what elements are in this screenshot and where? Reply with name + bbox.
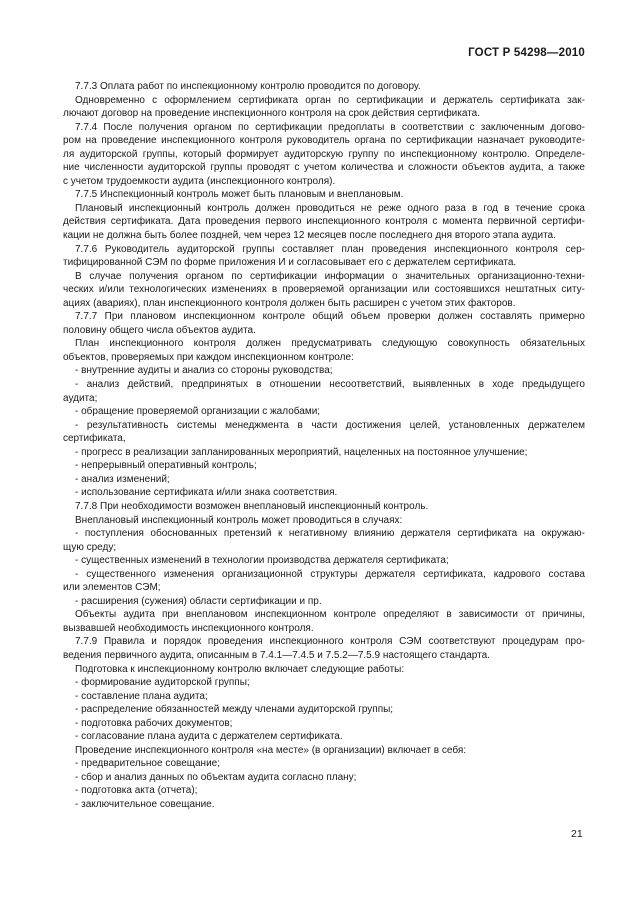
text-line: ля аудиторской группы, который формирует аудиторскую группу по инспекционному контролю. Определе-: [63, 148, 585, 160]
text-line: 7.7.6 Руководитель аудиторской группы составляет план проведения инспекционного контроля сер-: [75, 243, 585, 255]
text-line: ческих и/или технологических изменениях в проверяемой организации или состоявшихся нештатных ситу-: [63, 284, 585, 296]
text-line: Подготовка к инспекционному контролю включает следующие работы:: [75, 663, 405, 675]
text-line: или элементов СЭМ;: [63, 582, 161, 594]
text-line: - расширения (сужения) области сертификации и пр.: [75, 595, 322, 607]
text-line: Одновременно с оформлением сертификата орган по сертификации и держатель сертификата зак-: [75, 94, 585, 106]
standard-header: ГОСТ Р 54298—2010: [468, 47, 585, 59]
text-line: Плановый инспекционный контроль должен проводиться не реже одного раза в год в течение срока: [75, 202, 585, 214]
text-line: 7.7.5 Инспекционный контроль может быть плановым и внеплановым.: [75, 189, 404, 201]
text-line: 7.7.4 После получения органом по сертификации предоплаты в соответствии с заключенным догово-: [75, 121, 585, 133]
document-body: [63, 80, 585, 812]
text-line: лючают договор на проведение инспекционного контроля на срок действия сертификата.: [63, 108, 481, 120]
text-line: - прогресс в реализации запланированных мероприятий, нацеленных на постоянное улучшение;: [75, 446, 528, 458]
text-line: сертификата,: [63, 433, 126, 445]
text-line: - непрерывный оперативный контроль;: [75, 460, 257, 472]
text-line: ром на проведение инспекционного контроля руководитель органа по сертификации назначает руководите-: [63, 135, 585, 147]
text-line: действия сертификата. Дата проведения первого инспекционного контроля с момента первичной сертифи-: [63, 216, 585, 228]
text-line: кации не должна быть более поздней, чем через 12 месяцев после последнего дня второго этапа аудита.: [63, 230, 556, 242]
text-line: - существенных изменений в технологии производства держателя сертификата;: [75, 555, 449, 567]
text-line: - использование сертификата и/или знака соответствия.: [75, 487, 338, 499]
text-line: План инспекционного контроля должен предусматривать следующую совокупность обязательных: [75, 338, 585, 350]
text-line: 7.7.7 При плановом инспекционном контроле общий объем проверки должен составлять примерно: [75, 311, 585, 323]
text-line: - согласование плана аудита с держателем сертификата.: [75, 731, 343, 743]
text-line: - распределение обязанностей между членами аудиторской группы;: [75, 704, 394, 716]
text-line: объектов, проверяемых при каждом инспекционном контроле:: [63, 351, 354, 363]
text-line: аудита;: [63, 392, 98, 404]
text-line: тифицированной СЭМ по форме приложения И и согласовывает его с держателем сертификата.: [63, 257, 517, 269]
text-line: В случае получения органом по сертификации информации о значительных организационно-техни-: [75, 270, 585, 282]
text-line: ациях (авариях), план инспекционного контроля должен быть расширен с учетом этих факторов.: [63, 297, 516, 309]
text-line: половину общего числа объектов аудита.: [63, 324, 256, 336]
text-line: Объекты аудита при внеплановом инспекционном контроле определяют в зависимости от причины,: [75, 609, 585, 621]
text-line: ние численности аудиторской группы проводят с учетом количества и сложности объектов аудита, а также: [63, 162, 585, 174]
text-line: 7.7.3 Оплата работ по инспекционному контролю проводится по договору.: [75, 81, 421, 92]
text-line: - подготовка рабочих документов;: [75, 717, 233, 729]
text-line: - заключительное совещание.: [75, 798, 215, 810]
text-line: - анализ изменений;: [75, 473, 170, 485]
text-line: Внеплановый инспекционный контроль может проводиться в случаях:: [75, 514, 403, 526]
text-line: - обращение проверяемой организации с жалобами;: [75, 406, 321, 418]
text-line: - внутренние аудиты и анализ со стороны руководства;: [75, 365, 333, 377]
text-line: - формирование аудиторской группы;: [75, 677, 250, 689]
page-number: 21: [571, 828, 583, 840]
text-line: вызвавшей необходимость инспекционного контроля.: [63, 622, 314, 634]
text-line: - анализ действий, предпринятых в отношении несоответствий, выявленных в ходе предыдущего: [75, 379, 585, 391]
text-line: - поступления обоснованных претензий к негативному влиянию держателя сертификата на окружаю-: [75, 528, 585, 540]
text-line: щую среду;: [63, 541, 117, 553]
text-line: 7.7.9 Правила и порядок проведения инспекционного контроля СЭМ соответствуют процедурам про-: [75, 636, 585, 648]
text-line: - составление плана аудита;: [75, 690, 208, 702]
text-line: - подготовка акта (отчета);: [75, 785, 198, 797]
text-line: - предварительное совещание;: [75, 758, 221, 770]
text-line: - существенного изменения организационной структуры держателя сертификата, кадрового состава: [75, 568, 585, 580]
text-line: Проведение инспекционного контроля «на месте» (в организации) включает в себя:: [75, 744, 467, 756]
text-line: с учетом трудоемкости аудита (инспекционного контроля).: [63, 175, 336, 187]
text-line: 7.7.8 При необходимости возможен внеплановый инспекционный контроль.: [75, 500, 429, 512]
text-line: ведения первичного аудита, описанным в 7.4.1—7.4.5 и 7.5.2—7.5.9 настоящего стандарта.: [63, 649, 490, 661]
text-line: - сбор и анализ данных по объектам аудита согласно плану;: [75, 771, 357, 783]
text-line: - результативность системы менеджмента в части достижения целей, установленных держателем: [75, 419, 585, 431]
